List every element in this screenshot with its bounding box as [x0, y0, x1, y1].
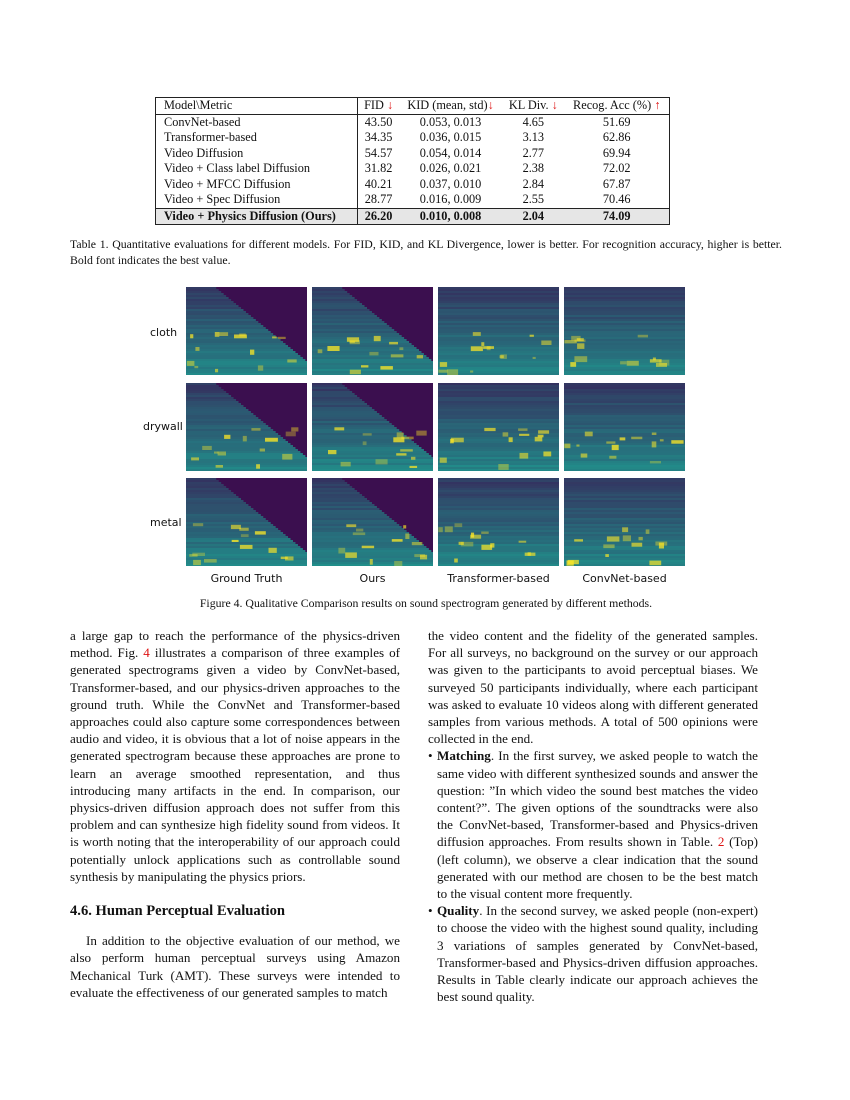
table-row-transformer	[156, 130, 670, 146]
table-caption: Table 1. Quantitative evaluations for different models. For FID, KID, and KL Divergence, lower is better. For recognition accuracy, higher is better. Bold font indicates the best value.	[70, 237, 782, 267]
header-acc: Recog. Acc (%) ↑	[565, 98, 670, 115]
table-cell: 2.38	[522, 161, 545, 175]
table-cell: 72.02	[602, 161, 631, 175]
section-heading: 4.6. Human Perceptual Evaluation	[70, 903, 286, 920]
table-cell: ConvNet-based	[156, 114, 358, 130]
table-cell: 0.037, 0.010	[419, 176, 482, 191]
table-row-mfcc	[156, 177, 670, 193]
table-cell: 31.82	[364, 161, 393, 175]
table-cell: 0.054, 0.014	[419, 145, 482, 160]
col-label-ground-truth: Ground Truth	[210, 572, 283, 585]
spectrogram-cloth-ground-truth	[186, 287, 307, 375]
table-cell: 28.77	[364, 192, 393, 206]
table-cell: Transformer-based	[156, 130, 358, 146]
table-cell-best: 74.09	[565, 208, 670, 225]
table-cell: 0.016, 0.009	[419, 192, 482, 206]
table-cell: 0.053, 0.013	[419, 114, 482, 129]
table-cell: 51.69	[602, 114, 631, 129]
table-cell-best: 26.20	[358, 208, 399, 225]
table-cell: 54.57	[364, 145, 393, 160]
table-cell: 2.84	[522, 176, 545, 191]
table-row-convnet	[156, 114, 670, 130]
table-cell: 40.21	[364, 176, 393, 191]
figure-reference-link[interactable]: 4	[143, 645, 150, 661]
table-cell: 67.87	[602, 176, 631, 191]
paragraph-figure-discussion: a large gap to reach the performance of the physics-driven method. Fig. 4 illustrates a comparison of three examples of generated spectrograms given a video by ConvNet-based, Transformer-based, and our physics-driven approaches to the ground truth. While the ConvNet and Transformer-based approaches could also capture some correspondences between audio and video, it is obvious that a lot of noise appears in the generated spectrogram because these approaches are prone to learn an average smoothed representation, and thus introducing many artifacts in the end. In comparison, our physics-driven diffusion approach does not suffer from this problem and can synthesize high fidelity sound from videos. It is worth noting that the interoperability of our approach could potentially unlock applications such as controllable sound synthesis by manipulating the physics priors.	[70, 628, 401, 884]
header-model: Model\Metric	[156, 98, 358, 115]
spectrogram-drywall-transformer	[438, 383, 559, 471]
spectrogram-cloth-transformer	[438, 287, 559, 375]
results-table-container	[155, 97, 670, 225]
bullet-quality: • Quality. In the second survey, we asked people (non-expert) to choose the video with the highest sound quality, including 3 variations of samples generated by ConvNet-based, Transformer-based and Physics-driven diffusion approaches. Results in Table clearly indicate our approach achieves the best sound quality.	[428, 903, 758, 1005]
left-text-column	[70, 627, 400, 1001]
table-cell: 34.35	[364, 130, 393, 144]
table-cell-best: 0.010, 0.008	[399, 208, 502, 225]
table-cell: 0.036, 0.015	[419, 130, 482, 144]
spectrogram-cloth-convnet	[564, 287, 685, 375]
table-row-video-diffusion	[156, 146, 670, 162]
bullet-matching: • Matching. In the first survey, we asked people to watch the same video with different synthesized sounds and answer the question: ”In which video the sound best matches the video content?”. The given options of the soundtracks were also the ConvNet-based, Transformer-based and Physics-driven diffusion approaches. From results shown in Table. 2 (Top) (left column), we observe a clear indication that the sound generated with our method are chosen to be the best match to the visual content more frequently.	[428, 748, 758, 902]
table-cell: 43.50	[364, 114, 393, 129]
table-cell: 62.86	[602, 130, 631, 144]
table-cell: 69.94	[602, 145, 631, 160]
spectrogram-metal-transformer	[438, 478, 559, 566]
spectrogram-metal-ground-truth	[186, 478, 307, 566]
spectrogram-drywall-convnet	[564, 383, 685, 471]
table-cell: 2.55	[522, 192, 545, 206]
col-label-transformer: Transformer-based	[447, 572, 550, 585]
spectrogram-metal-ours	[312, 478, 433, 566]
bullet-dot: •	[428, 748, 433, 764]
spectrogram-metal-convnet	[564, 478, 685, 566]
table-cell: Video + Spec Diffusion	[156, 192, 358, 208]
table-cell-best: 2.04	[502, 208, 564, 225]
results-table	[155, 97, 670, 225]
col-label-ours: Ours	[359, 572, 386, 585]
table-reference-link[interactable]: 2	[717, 834, 725, 850]
table-cell: Video + Class label Diffusion	[156, 161, 358, 177]
table-row-spec	[156, 192, 670, 208]
right-text-column	[428, 627, 758, 1005]
spectrogram-drywall-ours	[312, 383, 433, 471]
paragraph-human-eval: In addition to the objective evaluation of our method, we also perform human perceptual surveys using Amazon Mechanical Turk (AMT). These surveys were intended to evaluate the effectiveness of our generated samples to match	[70, 933, 400, 1000]
table-cell: Video Diffusion	[156, 146, 358, 162]
paragraph-survey-setup: the video content and the fidelity of the generated samples. For all surveys, no background on the survey or our approach was given to the participants to avoid perceptual biases. We surveyed 50 participants individually, where each participant was asked to evaluate 10 videos along with different generated samples from various methods. A total of 500 opinions were collected in the end.	[428, 628, 758, 747]
header-fid: FID ↓	[358, 98, 399, 115]
table-row-best-ours	[156, 208, 670, 225]
row-label-drywall: drywall	[143, 420, 183, 433]
spectrogram-drywall-ground-truth	[186, 383, 307, 471]
row-label-metal: metal	[150, 516, 182, 529]
figure-caption: Figure 4. Qualitative Comparison results on sound spectrogram generated by different methods.	[199, 596, 653, 610]
header-kid: KID (mean, std)↓	[399, 98, 502, 115]
table-row-class-label	[156, 161, 670, 177]
table-cell: 70.46	[602, 192, 631, 206]
table-cell: 2.77	[522, 145, 545, 160]
table-cell: 3.13	[522, 130, 545, 144]
table-cell: 4.65	[522, 114, 545, 129]
spectrogram-cloth-ours	[312, 287, 433, 375]
table-cell: Video + MFCC Diffusion	[156, 177, 358, 193]
row-label-cloth: cloth	[150, 326, 178, 339]
col-label-convnet: ConvNet-based	[582, 572, 667, 585]
table-cell-best: Video + Physics Diffusion (Ours)	[156, 208, 358, 225]
bullet-dot: •	[428, 903, 433, 919]
table-cell: 0.026, 0.021	[419, 161, 482, 175]
table-header-row	[156, 98, 670, 115]
header-kl: KL Div. ↓	[502, 98, 564, 115]
